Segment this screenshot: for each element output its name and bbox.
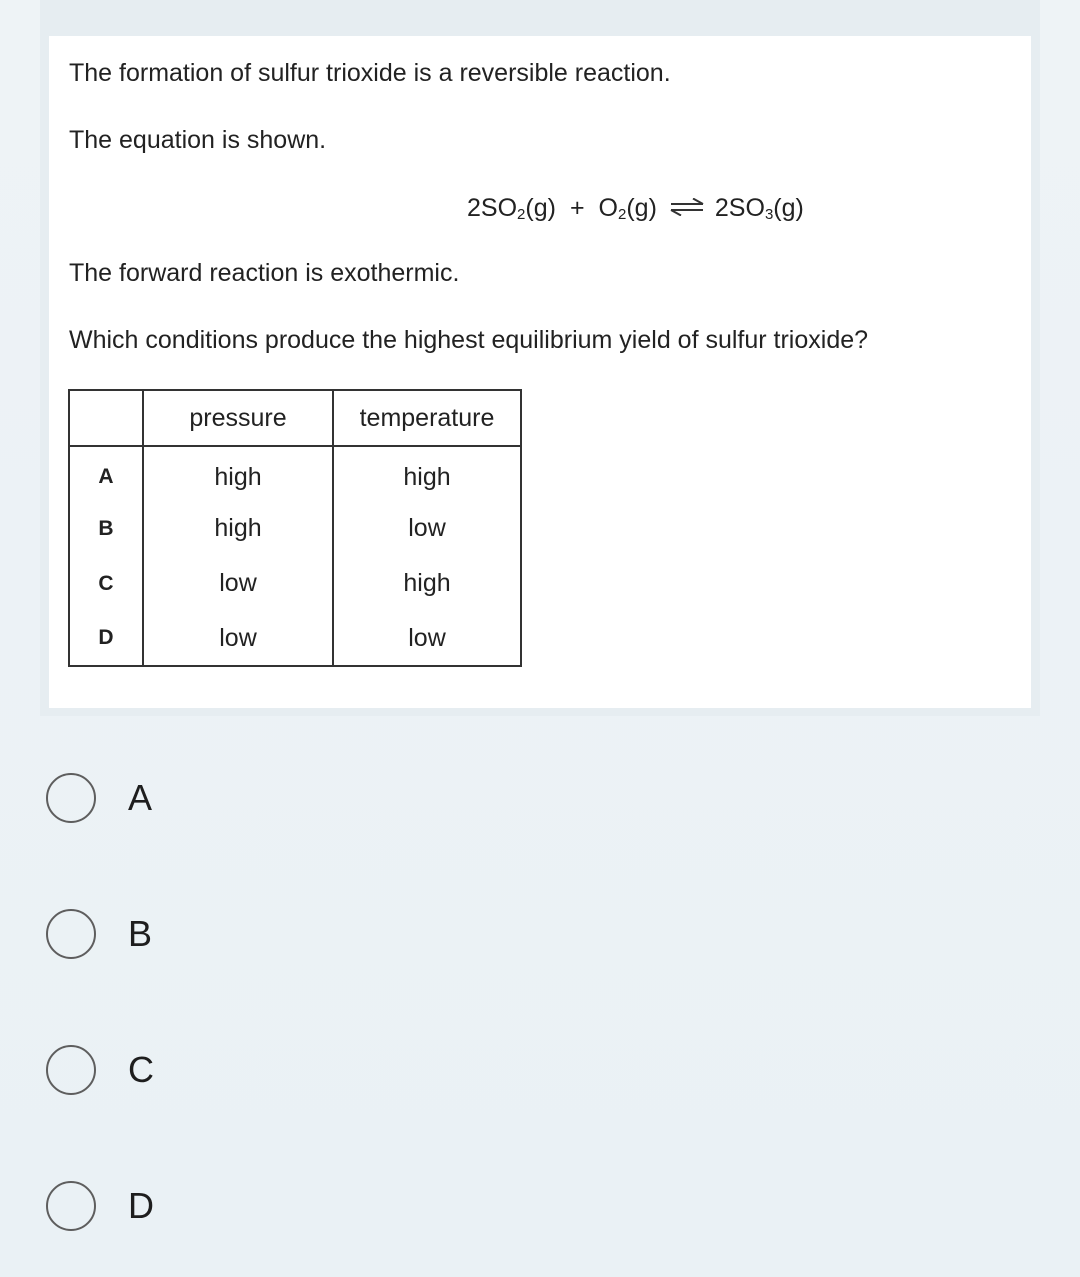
question-line-exothermic: The forward reaction is exothermic. xyxy=(69,259,460,287)
table-header-temperature: temperature xyxy=(333,390,521,446)
row-pressure: high xyxy=(143,446,333,501)
option-label-d[interactable]: D xyxy=(128,1185,154,1226)
row-temperature: high xyxy=(333,446,521,501)
question-prompt: Which conditions produce the highest equilibrium yield of sulfur trioxide? xyxy=(69,326,869,354)
row-letter: B xyxy=(69,501,143,556)
table-row xyxy=(69,446,521,501)
question-line-equation-intro: The equation is shown. xyxy=(69,126,327,154)
reactant-oxygen: $O_2(g)$ xyxy=(598,194,657,223)
row-letter: D xyxy=(69,611,143,666)
option-label-c[interactable]: C xyxy=(128,1049,154,1090)
table-row xyxy=(69,611,521,666)
question-line-reversible: The formation of sulfur trioxide is a reversible reaction. xyxy=(69,59,671,87)
row-temperature: low xyxy=(333,501,521,556)
option-label-b[interactable]: B xyxy=(128,913,153,954)
option-c[interactable] xyxy=(46,1042,154,1098)
row-letter: A xyxy=(69,446,143,501)
radio-button-c[interactable] xyxy=(46,1045,96,1095)
row-pressure: low xyxy=(143,611,333,666)
option-label-a[interactable]: A xyxy=(128,777,153,818)
row-temperature: high xyxy=(333,556,521,611)
option-d[interactable] xyxy=(46,1178,154,1234)
plus-sign: + xyxy=(569,194,585,222)
radio-button-a[interactable] xyxy=(46,773,96,823)
conditions-table xyxy=(68,389,522,667)
table-header-pressure: pressure xyxy=(143,390,333,446)
reactant-sulfur-dioxide: $2SO_2(g)$ xyxy=(467,194,556,223)
chemical-equation xyxy=(467,192,804,231)
row-pressure: high xyxy=(143,501,333,556)
table-row xyxy=(69,501,521,556)
question-card xyxy=(49,36,1031,708)
table-header-blank xyxy=(69,390,143,446)
row-temperature: low xyxy=(333,611,521,666)
radio-button-b[interactable] xyxy=(46,909,96,959)
table-header-row xyxy=(69,390,521,446)
table-row xyxy=(69,556,521,611)
option-a[interactable] xyxy=(46,770,152,826)
product-sulfur-trioxide: $2SO_3(g)$ xyxy=(714,194,804,223)
row-pressure: low xyxy=(143,556,333,611)
row-letter: C xyxy=(69,556,143,611)
equilibrium-arrow-icon xyxy=(669,198,705,216)
option-b[interactable] xyxy=(46,906,152,962)
radio-button-d[interactable] xyxy=(46,1181,96,1231)
